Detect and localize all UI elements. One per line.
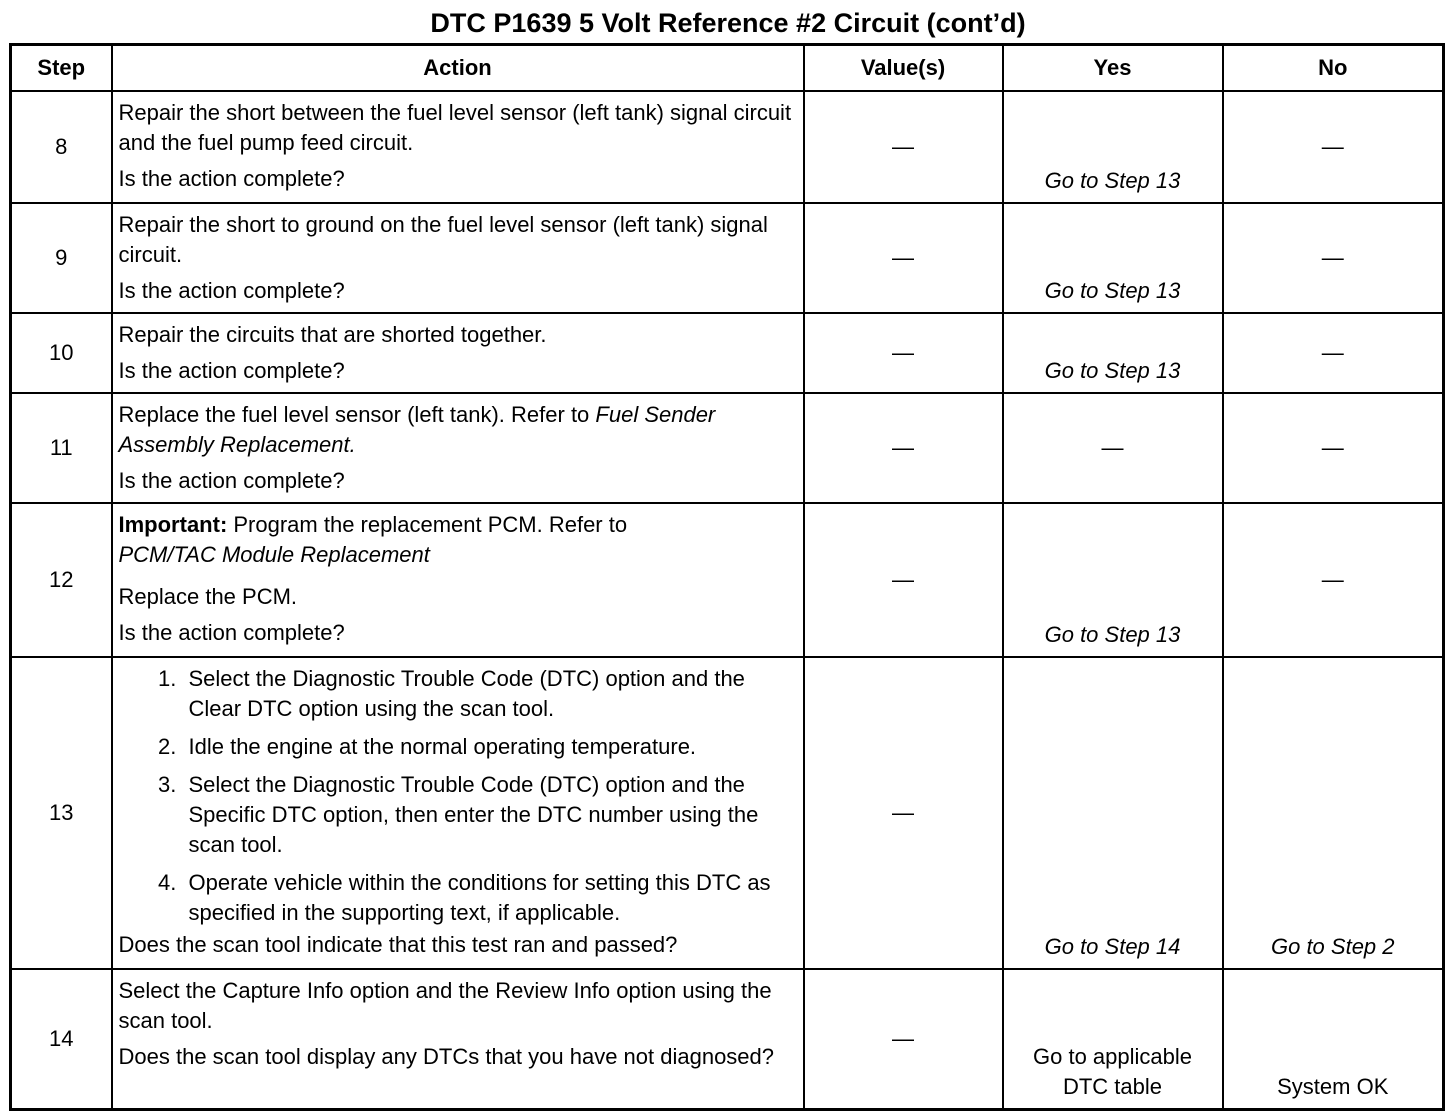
yes-cell: — [1003, 393, 1223, 503]
table-row [11, 393, 1444, 503]
document-reference: Fuel Sender Assembly Replacement. [118, 402, 716, 457]
step-number: 9 [11, 203, 112, 313]
action-question: Is the action complete? [118, 620, 345, 645]
step-number: 8 [11, 91, 112, 203]
no-cell: Go to Step 2 [1223, 657, 1444, 969]
table-row [11, 503, 1444, 657]
action-cell [112, 313, 804, 393]
action-question: Is the action complete? [118, 358, 345, 383]
page-title: DTC P1639 5 Volt Reference #2 Circuit (cont’d) [430, 8, 1026, 38]
document-reference: PCM/TAC Module Replacement [118, 542, 430, 567]
action-text: Select the Capture Info option and the Review Info option using the scan tool. [118, 978, 772, 1033]
header-step: Step [11, 45, 112, 92]
action-text: Replace the PCM. [118, 584, 298, 609]
table-row [11, 969, 1444, 1109]
header-values: Value(s) [804, 45, 1003, 92]
action-question: Does the scan tool indicate that this test ran and passed? [118, 932, 678, 957]
yes-cell: Go to applicable DTC table [1003, 969, 1223, 1109]
yes-cell: Go to Step 13 [1003, 313, 1223, 393]
important-label: Important: [118, 512, 228, 537]
action-question: Is the action complete? [118, 278, 345, 303]
action-cell [112, 657, 804, 969]
value-cell: — [804, 203, 1003, 313]
list-item: 3. Select the Diagnostic Trouble Code (DTC) option and the Specific DTC option, then enter the DTC number using the scan tool. [183, 770, 797, 860]
no-cell: — [1223, 91, 1444, 203]
table-header-row [11, 45, 1444, 92]
action-cell [112, 969, 804, 1109]
important-note [119, 510, 797, 570]
no-cell: — [1223, 393, 1444, 503]
value-cell: — [804, 657, 1003, 969]
value-cell: — [804, 393, 1003, 503]
table-row [11, 313, 1444, 393]
step-number: 13 [11, 657, 112, 969]
numbered-steps [119, 664, 797, 928]
yes-cell: Go to Step 14 [1003, 657, 1223, 969]
action-text [119, 400, 797, 460]
action-cell [112, 503, 804, 657]
yes-cell: Go to Step 13 [1003, 503, 1223, 657]
step-number: 14 [11, 969, 112, 1109]
step-number: 11 [11, 393, 112, 503]
action-text: Repair the circuits that are shorted together. [118, 322, 547, 347]
table-row [11, 91, 1444, 203]
header-action: Action [112, 45, 804, 92]
action-text-prefix: Replace the fuel level sensor (left tank). Refer to [118, 402, 596, 427]
value-cell: — [804, 503, 1003, 657]
action-question: Is the action complete? [118, 468, 345, 493]
value-cell: — [804, 313, 1003, 393]
no-cell: — [1223, 503, 1444, 657]
list-item: 4. Operate vehicle within the conditions for setting this DTC as specified in the supporting text, if applicable. [183, 868, 797, 928]
yes-cell: Go to Step 13 [1003, 91, 1223, 203]
step-number: 12 [11, 503, 112, 657]
list-item: 1. Select the Diagnostic Trouble Code (DTC) option and the Clear DTC option using the scan tool. [183, 664, 797, 724]
action-cell [112, 203, 804, 313]
diagnostic-table [9, 43, 1445, 1111]
action-question: Is the action complete? [118, 166, 345, 191]
no-cell: — [1223, 203, 1444, 313]
header-no: No [1223, 45, 1444, 92]
yes-cell: Go to Step 13 [1003, 203, 1223, 313]
table-row [11, 657, 1444, 969]
value-cell: — [804, 91, 1003, 203]
list-item: 2. Idle the engine at the normal operating temperature. [183, 732, 797, 762]
action-cell [112, 393, 804, 503]
value-cell: — [804, 969, 1003, 1109]
table-row [11, 203, 1444, 313]
action-text: Repair the short between the fuel level sensor (left tank) signal circuit and the fuel pump feed circuit. [118, 100, 792, 155]
important-text: Program the replacement PCM. Refer to [227, 512, 628, 537]
action-question: Does the scan tool display any DTCs that you have not diagnosed? [118, 1044, 775, 1069]
action-cell [112, 91, 804, 203]
no-cell: — [1223, 313, 1444, 393]
step-number: 10 [11, 313, 112, 393]
action-text: Repair the short to ground on the fuel level sensor (left tank) signal circuit. [118, 212, 768, 267]
header-yes: Yes [1003, 45, 1223, 92]
no-cell: System OK [1223, 969, 1444, 1109]
